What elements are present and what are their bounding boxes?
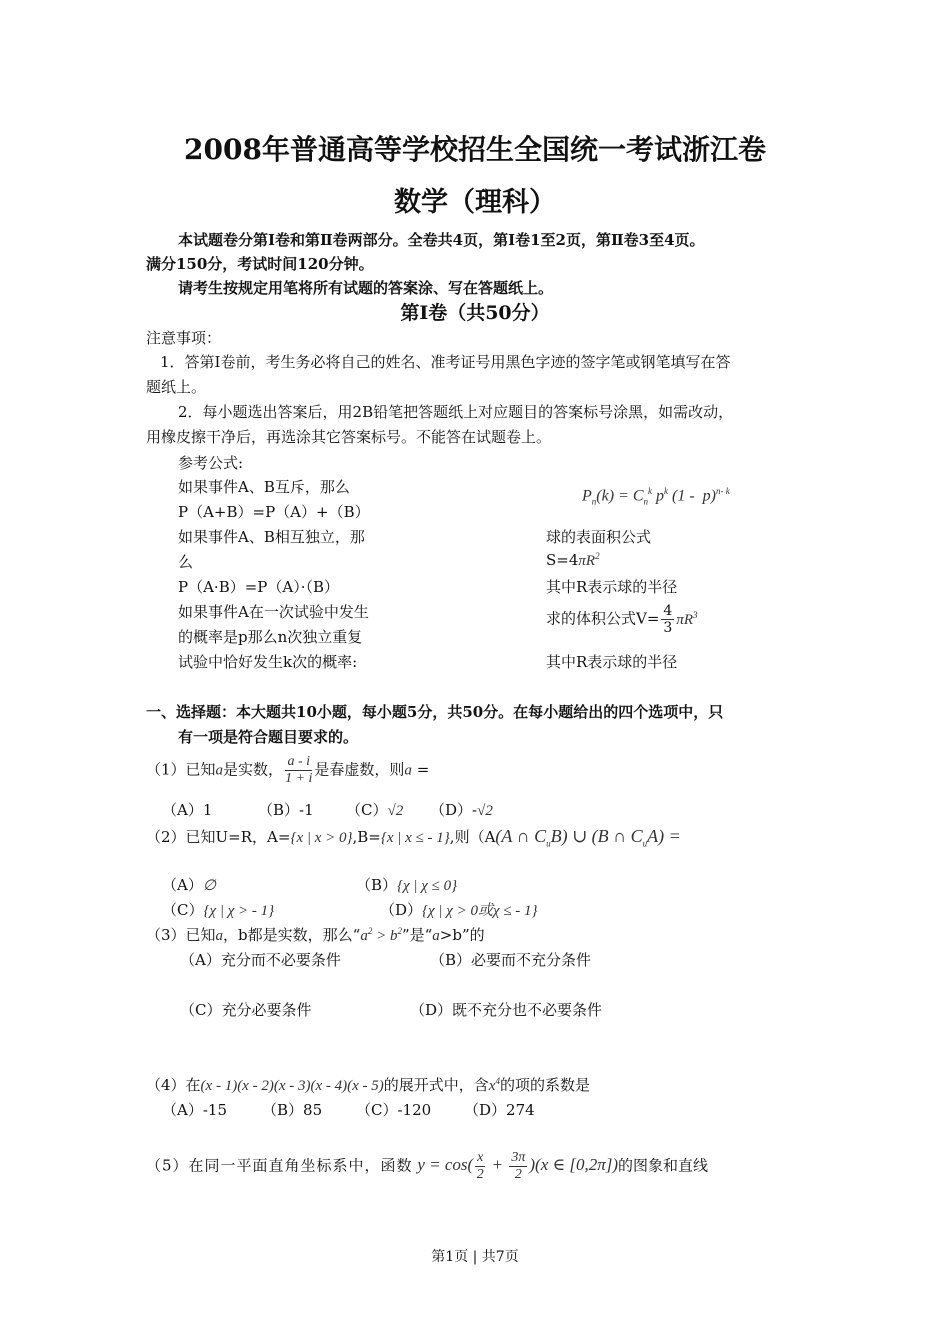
question-4-stem: （4）在(x - 1)(x - 2)(x - 3)(x - 4)(x - 5)的展开式中，含$x^4$的项的系数是 <box>146 1076 590 1094</box>
page-footer: 第1页 | 共7页 <box>431 1249 519 1265</box>
intro-line-3: 请考生按规定用笔将所有试题的答案涂、写在答题纸上。 <box>178 279 554 297</box>
q2-option-a-label: （A） <box>162 876 203 894</box>
question-5-stem: （5）在同一平面直角坐标系中，函数 y = cos( $\frac{x}{2}$ + $\frac{3\pi}{2}$ )(x ∈ [0,2π])的图象和直线 <box>146 1150 709 1182</box>
sphere-area-expression: $\pi R^2$ <box>578 551 600 569</box>
q2-stem-a: （2）已知U=R，A= <box>146 828 291 846</box>
q5-stem-b: 的图象和直线 <box>618 1156 709 1175</box>
sphere-volume-formula: 求的体积公式V= $\frac{4}{3}$ $\pi R^3$ <box>546 603 698 636</box>
q4-stem-c: 的项的系数是 <box>499 1076 590 1094</box>
q2-option-c-label: （C） <box>162 901 204 919</box>
sphere-volume-label: 求的体积公式V= <box>546 609 660 628</box>
q2-stem-c: ,则（A <box>449 828 496 846</box>
fraction-a-i: $\frac{a - i}{1 + i}$ <box>285 754 313 786</box>
q1-stem-b: 是实数， <box>223 760 284 779</box>
intro-line-2: 满分150分，考试时间120分钟。 <box>146 255 374 273</box>
page-subtitle: 数学（理科） <box>394 187 556 218</box>
note-1-line-b: 题纸上。 <box>146 378 207 396</box>
formula-left-line: P（A+B）=P（A）+（B） <box>178 503 370 521</box>
formula-left-line: 如果事件A、B相互独立，那 <box>178 528 365 546</box>
q1-stem-c: 是春虚数，则 <box>314 760 405 779</box>
part-1-heading-b: 有一项是符合题目要求的。 <box>178 728 359 746</box>
q2-option-a: （A）∅ <box>162 876 216 894</box>
radius-note-1: 其中R表示球的半径 <box>546 578 678 596</box>
formulas-heading: 参考公式: <box>178 454 244 472</box>
q2-stem-b: ,B= <box>352 828 381 846</box>
sphere-area-label: 球的表面积公式 <box>546 528 652 546</box>
note-2-line-b: 用橡皮擦干净后，再选涂其它答案标号。不能答在试题卷上。 <box>146 428 552 446</box>
q3-option-d: （D）既不充分也不必要条件 <box>410 1001 603 1019</box>
q4-option-c: （C）-120 <box>356 1101 432 1119</box>
question-1-stem: （1）已知a是实数， $\frac{a - i}{1 + i}$ 是春虚数，则a = <box>146 754 430 786</box>
notes-heading: 注意事项： <box>146 329 222 347</box>
q3-option-c: （C）充分必要条件 <box>180 1001 312 1019</box>
page-title: 2008年普通高等学校招生全国统一考试浙江卷 <box>184 133 766 166</box>
question-2-stem: （2）已知U=R，A={x | x > 0},B={x | x ≤ - 1},则（A(A ∩ $C_uB$) ∪ (B ∩ $C_uA$) = <box>146 826 681 849</box>
formula-left-line: P（A·B）=P（A）·（B） <box>178 578 340 596</box>
q5-stem-a: （5）在同一平面直角坐标系中，函数 <box>146 1156 413 1175</box>
q2-option-d-label: （D） <box>380 901 423 919</box>
q1-option-d-label: （D）- <box>430 801 478 819</box>
fraction-4-3: $\frac{4}{3}$ <box>663 603 673 636</box>
sphere-area-prefix: S=4 <box>546 551 579 569</box>
q1-option-c: （C）√2 <box>346 801 404 819</box>
q4-stem-b: 的展开式中，含 <box>383 1076 489 1094</box>
q3-stem-b: ，b都是实数，那么“ <box>223 926 361 944</box>
q3-stem-c: ”是“ <box>401 926 433 944</box>
formula-left-line: 如果事件A、B互斥，那么 <box>178 478 350 496</box>
question-3-stem: （3）已知a，b都是实数，那么“$a^2 > b^2$”是“a>b”的 <box>146 926 485 944</box>
q1-option-b: （B）-1 <box>258 801 314 819</box>
binomial-probability-formula: $P_n(k) = C_n^k$ $p^k$ (1 - p)$^{n- k}$ <box>582 486 730 507</box>
formula-left-line: 如果事件A在一次试验中发生 <box>178 603 369 621</box>
q1-option-d: （D）-√2 <box>430 801 493 819</box>
q1-stem-a: （1）已知 <box>146 760 216 779</box>
q4-option-d: （D）274 <box>464 1101 535 1119</box>
q3-option-b: （B）必要而不充分条件 <box>430 951 592 969</box>
note-1-line-a: 1．答第Ⅰ卷前，考生务必将自己的姓名、准考证号用黑色字迹的签字笔或钢笔填写在答 <box>160 353 731 371</box>
q2-option-d: （D）{χ | χ > 0或χ ≤ - 1} <box>380 901 538 919</box>
q4-option-b: （B）85 <box>262 1101 323 1119</box>
q2-option-b: （B）{χ | χ ≤ 0} <box>356 876 458 894</box>
q2-option-b-label: （B） <box>356 876 398 894</box>
q1-option-a: （A）1 <box>162 801 213 819</box>
intro-line-1: 本试题卷分第Ⅰ卷和第Ⅱ卷两部分。全卷共4页，第Ⅰ卷1至2页，第Ⅱ卷3至4页。 <box>178 231 705 249</box>
q4-option-a: （A）-15 <box>162 1101 227 1119</box>
section-1-title: 第Ⅰ卷（共50分） <box>400 302 550 324</box>
q2-option-c: （C）{χ | χ > - 1} <box>162 901 275 919</box>
formula-left-line: 试验中恰好发生k次的概率: <box>178 653 358 671</box>
formula-left-line: 的概率是p那么n次独立重复 <box>178 628 363 646</box>
q1-option-c-label: （C） <box>346 801 388 819</box>
q4-stem-a: （4）在 <box>146 1076 201 1094</box>
sphere-area-formula <box>546 551 600 570</box>
formula-left-line: 么 <box>178 553 194 571</box>
radius-note-2: 其中R表示球的半径 <box>546 653 678 671</box>
note-2-line-a: 2．每小题选出答案后，用2B铅笔把答题纸上对应题目的答案标号涂黑，如需改动， <box>178 403 734 421</box>
q3-stem-a: （3）已知 <box>146 926 216 944</box>
q3-stem-d: >b”的 <box>439 926 485 944</box>
q3-option-a: （A）充分而不必要条件 <box>180 951 341 969</box>
part-1-heading-a: 一、选择题：本大题共10小题，每小题5分，共50分。在每小题给出的四个选项中，只 <box>146 703 724 721</box>
